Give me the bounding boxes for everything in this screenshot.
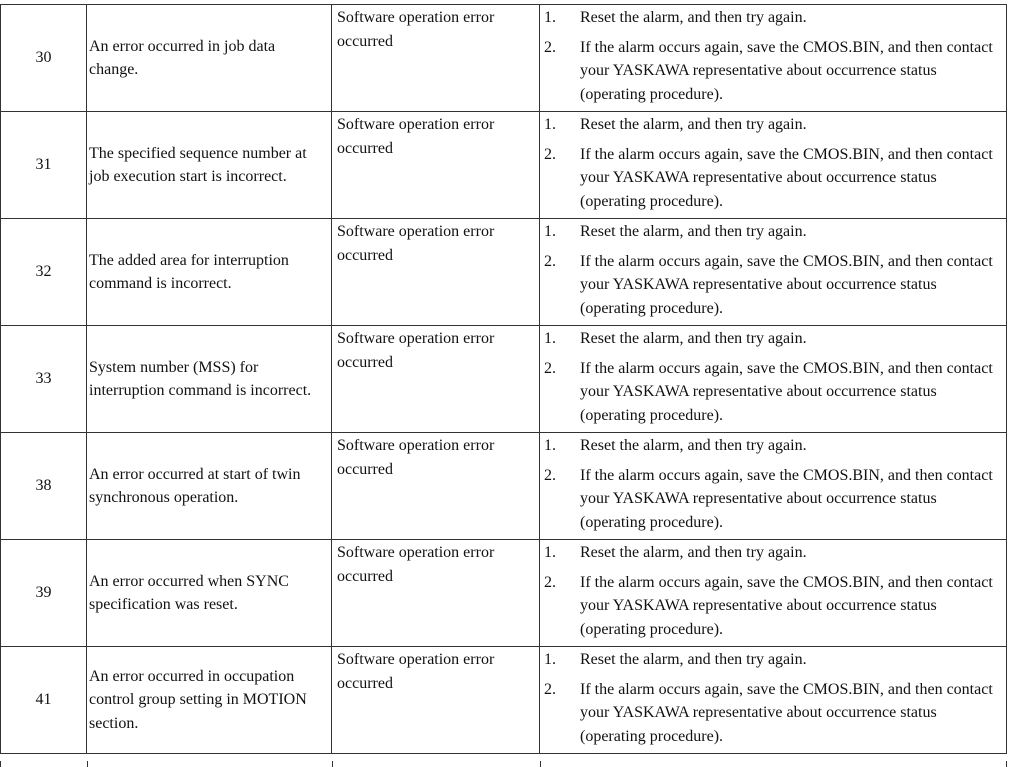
alarm-code-cell: 30 xyxy=(1,5,87,112)
remedy-step xyxy=(544,220,1002,244)
remedy-step-number: 1. xyxy=(544,651,556,668)
alarm-remedy-cell xyxy=(540,326,1007,433)
alarm-code-cell: 32 xyxy=(1,219,87,326)
alarm-cause-cell: Software operation error occurred xyxy=(332,5,540,112)
remedy-step-number: 2. xyxy=(544,680,556,698)
alarm-cause-cell: Software operation error occurred xyxy=(332,112,540,219)
remedy-step xyxy=(544,357,1002,428)
remedy-step xyxy=(544,464,1002,535)
alarm-table xyxy=(0,4,1007,754)
remedy-step-number: 1. xyxy=(544,116,556,133)
remedy-step xyxy=(544,143,1002,214)
alarm-meaning-cell: An error occurred when SYNC specification was reset. xyxy=(87,540,332,647)
remedy-step xyxy=(544,678,1002,749)
remedy-step-text: If the alarm occurs again, save the CMOS.BIN, and then contact your YASKAWA representative about occurrence status (operating procedure). xyxy=(580,359,993,424)
alarm-meaning-cell: An error occurred in occupation control group setting in MOTION section. xyxy=(87,647,332,754)
remedy-step xyxy=(544,541,1002,565)
column-divider xyxy=(332,761,333,767)
column-divider xyxy=(87,761,88,767)
alarm-cause-cell: Software operation error occurred xyxy=(332,647,540,754)
remedy-step-number: 1. xyxy=(544,9,556,26)
remedy-step-text: Reset the alarm, and then try again. xyxy=(580,651,807,668)
table-row xyxy=(1,433,1007,540)
alarm-meaning-cell: An error occurred at start of twin synchronous operation. xyxy=(87,433,332,540)
alarm-meaning-cell: An error occurred in job data change. xyxy=(87,5,332,112)
remedy-step-number: 1. xyxy=(544,437,556,454)
remedy-step xyxy=(544,327,1002,351)
alarm-meaning-cell: The specified sequence number at job execution start is incorrect. xyxy=(87,112,332,219)
alarm-code-cell: 41 xyxy=(1,647,87,754)
alarm-cause-cell: Software operation error occurred xyxy=(332,219,540,326)
alarm-table-body xyxy=(1,5,1007,754)
alarm-code-cell: 39 xyxy=(1,540,87,647)
remedy-step-text: If the alarm occurs again, save the CMOS.BIN, and then contact your YASKAWA representative about occurrence status (operating procedure). xyxy=(580,466,993,531)
remedy-step-text: If the alarm occurs again, save the CMOS.BIN, and then contact your YASKAWA representative about occurrence status (operating procedure). xyxy=(580,680,993,745)
remedy-step xyxy=(544,250,1002,321)
alarm-cause-cell: Software operation error occurred xyxy=(332,540,540,647)
remedy-step-text: If the alarm occurs again, save the CMOS.BIN, and then contact your YASKAWA representative about occurrence status (operating procedure). xyxy=(580,38,993,103)
alarm-remedy-cell xyxy=(540,112,1007,219)
remedy-step-text: Reset the alarm, and then try again. xyxy=(580,9,807,26)
column-divider xyxy=(540,761,541,767)
alarm-meaning-cell: The added area for interruption command is incorrect. xyxy=(87,219,332,326)
alarm-cause-cell: Software operation error occurred xyxy=(332,433,540,540)
alarm-remedy-cell xyxy=(540,5,1007,112)
remedy-step-number: 1. xyxy=(544,223,556,240)
remedy-step xyxy=(544,36,1002,107)
remedy-step xyxy=(544,434,1002,458)
table-row xyxy=(1,647,1007,754)
remedy-step xyxy=(544,6,1002,30)
alarm-remedy-cell xyxy=(540,219,1007,326)
remedy-step-number: 1. xyxy=(544,330,556,347)
remedy-step-number: 2. xyxy=(544,573,556,591)
remedy-step-number: 2. xyxy=(544,145,556,163)
alarm-remedy-cell xyxy=(540,540,1007,647)
remedy-step-number: 1. xyxy=(544,544,556,561)
alarm-remedy-cell xyxy=(540,647,1007,754)
table-continuation xyxy=(0,761,1007,767)
remedy-step-number: 2. xyxy=(544,38,556,56)
table-row xyxy=(1,5,1007,112)
alarm-code-cell: 38 xyxy=(1,433,87,540)
remedy-step xyxy=(544,648,1002,672)
remedy-step-number: 2. xyxy=(544,252,556,270)
table-row xyxy=(1,112,1007,219)
remedy-step-text: If the alarm occurs again, save the CMOS.BIN, and then contact your YASKAWA representative about occurrence status (operating procedure). xyxy=(580,252,993,317)
remedy-step-text: Reset the alarm, and then try again. xyxy=(580,437,807,454)
remedy-step-number: 2. xyxy=(544,359,556,377)
alarm-remedy-cell xyxy=(540,433,1007,540)
remedy-step xyxy=(544,571,1002,642)
remedy-step-text: Reset the alarm, and then try again. xyxy=(580,544,807,561)
table-row xyxy=(1,219,1007,326)
remedy-step-text: If the alarm occurs again, save the CMOS.BIN, and then contact your YASKAWA representative about occurrence status (operating procedure). xyxy=(580,573,993,638)
table-row xyxy=(1,540,1007,647)
remedy-step-text: Reset the alarm, and then try again. xyxy=(580,223,807,240)
remedy-step-number: 2. xyxy=(544,466,556,484)
alarm-cause-cell: Software operation error occurred xyxy=(332,326,540,433)
remedy-step-text: Reset the alarm, and then try again. xyxy=(580,116,807,133)
table-row xyxy=(1,326,1007,433)
remedy-step-text: Reset the alarm, and then try again. xyxy=(580,330,807,347)
remedy-step xyxy=(544,113,1002,137)
remedy-step-text: If the alarm occurs again, save the CMOS.BIN, and then contact your YASKAWA representative about occurrence status (operating procedure). xyxy=(580,145,993,210)
alarm-meaning-cell: System number (MSS) for interruption command is incorrect. xyxy=(87,326,332,433)
alarm-code-cell: 33 xyxy=(1,326,87,433)
alarm-code-cell: 31 xyxy=(1,112,87,219)
